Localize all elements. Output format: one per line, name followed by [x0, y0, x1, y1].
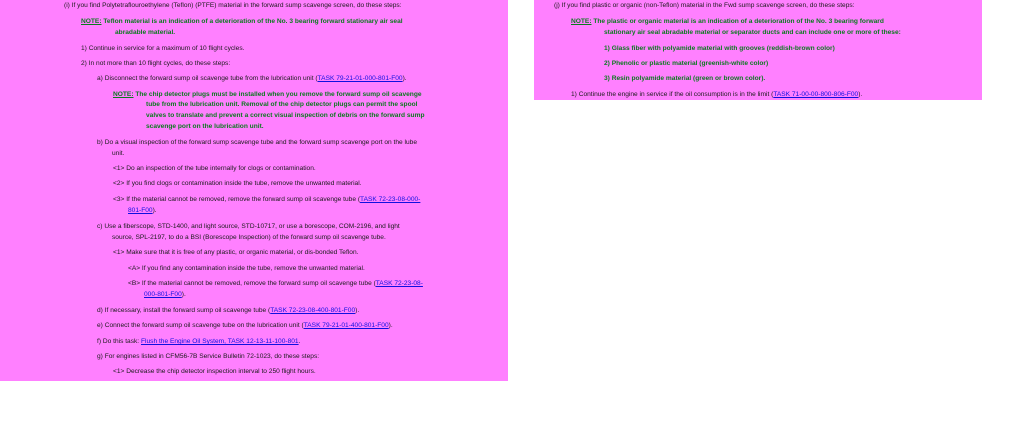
note-1 — [81, 17, 403, 26]
substep-text: <3> If the material cannot be removed, remove the forward sump oil scavenge tube ( — [113, 196, 361, 203]
note-text: The chip detector plugs must be installed when you remove the forward sump oil scavenge — [135, 91, 422, 98]
closing-paren: ). — [858, 91, 863, 98]
step-f-text: f) Do this task: — [97, 338, 141, 345]
note-label: NOTE: — [81, 18, 102, 25]
step-a — [97, 74, 407, 83]
material-item: 1) Glass fiber with polyamide material with grooves (reddish-brown color) — [604, 45, 835, 52]
step-c-text: c) Use a fiberscope, STD-1400, and light source, STD-10717, or use a borescope, COM-2196, and light — [97, 223, 400, 230]
task-link[interactable]: Flush the Engine Oil System, TASK 12-13-11-100-801 — [140, 338, 299, 345]
closing-paren: ). — [388, 322, 393, 329]
note-text: tube from the lubrication unit. Removal of the chip detector plugs can permit the spool — [146, 101, 418, 108]
closing-paren: ). — [181, 291, 186, 298]
note-text: stationary air seal abradable material or separator ducts and can include one or more of these: — [604, 29, 901, 36]
step-a-text: a) Disconnect the forward sump oil scavenge tube from the lubrication unit ( — [97, 75, 318, 82]
step-d-text: d) If necessary, install the forward sump oil scavenge tube ( — [97, 307, 271, 314]
closing-period: . — [298, 338, 301, 345]
task-link[interactable]: 000-801-F00 — [144, 291, 182, 298]
substep-B — [128, 279, 423, 288]
step-d — [97, 306, 359, 315]
right-procedure-panel — [534, 0, 982, 100]
substep-3 — [113, 195, 420, 204]
substep-3-cont — [128, 206, 157, 215]
closing-paren: ). — [152, 207, 157, 214]
note-text: scavenge port on the lubrication unit. — [146, 123, 264, 130]
note-text: valves to translate and prevent a correct visual inspection of debris on the forward sump — [146, 112, 425, 119]
substep-text: <1> Decrease the chip detector inspection interval to 250 flight hours. — [113, 368, 316, 375]
note-text: Teflon material is an indication of a deterioration of the No. 3 bearing forward stationary air seal — [103, 18, 403, 25]
step-2-text: 2) In not more than 10 flight cycles, do these steps: — [81, 60, 231, 67]
task-link[interactable]: TASK 79-21-01-400-801-F00 — [303, 322, 389, 329]
note — [571, 17, 884, 26]
note-label: NOTE: — [571, 18, 592, 25]
step-f — [97, 337, 300, 346]
step-e — [97, 321, 393, 330]
substep-text: <A> If you find any contamination inside the tube, remove the unwanted material. — [128, 265, 365, 272]
closing-paren: ). — [355, 307, 360, 314]
task-link[interactable]: TASK 72-23-08-400-801-F00 — [270, 307, 356, 314]
substep-text: <1> Do an inspection of the tube internally for clogs or contamination. — [113, 165, 316, 172]
task-link[interactable]: TASK 79-21-01-000-801-F00 — [317, 75, 403, 82]
substep-text: <1> Make sure that it is free of any plastic, or organic material, or dis-bonded Teflon. — [113, 249, 359, 256]
step-c-text: source, SPL-2197, to do a BSI (Borescope Inspection) of the forward sump oil scavenge tube. — [112, 234, 386, 241]
step-b-text: unit. — [112, 150, 125, 157]
step-e-text: e) Connect the forward sump oil scavenge tube on the lubrication unit ( — [97, 322, 304, 329]
material-item: 3) Resin polyamide material (green or brown color). — [604, 75, 766, 82]
task-link[interactable]: 801-F00 — [128, 207, 153, 214]
substep-B-cont — [144, 290, 186, 299]
step-1-text: 1) Continue the engine in service if the oil consumption is in the limit ( — [571, 91, 774, 98]
substep-text: <B> If the material cannot be removed, remove the forward sump oil scavenge tube ( — [128, 280, 376, 287]
task-link[interactable]: TASK 71-00-00-800-806-F00 — [773, 91, 859, 98]
note-2 — [113, 90, 422, 99]
step-i-text: (i) If you find Polytetraflouroethylene (Teflon) (PTFE) material in the forward sump scavenge screen, do these steps: — [64, 2, 402, 9]
task-link[interactable]: TASK 72-23-08-000- — [360, 196, 421, 203]
step-1-text: 1) Continue in service for a maximum of 10 flight cycles. — [81, 45, 245, 52]
left-procedure-panel — [0, 0, 508, 381]
step-1 — [571, 90, 862, 99]
task-link[interactable]: TASK 72-23-08- — [375, 280, 423, 287]
step-b-text: b) Do a visual inspection of the forward sump scavenge tube and the forward sump scavenge port on the lube — [97, 139, 417, 146]
material-item: 2) Phenolic or plastic material (greenish-white color) — [604, 60, 769, 67]
note-label: NOTE: — [113, 91, 134, 98]
note-text: The plastic or organic material is an indication of a deterioration of the No. 3 bearing forward — [593, 18, 884, 25]
substep-text: <2> If you find clogs or contamination inside the tube, remove the unwanted material. — [113, 180, 362, 187]
step-j-text: (j) If you find plastic or organic (non-Teflon) material in the Fwd sump scavenge screen, do these steps: — [554, 2, 855, 9]
note-text: abradable material. — [115, 29, 176, 36]
closing-paren: ). — [402, 75, 407, 82]
step-g-text: g) For engines listed in CFM56-7B Service Bulletin 72-1023, do these steps: — [97, 353, 320, 360]
